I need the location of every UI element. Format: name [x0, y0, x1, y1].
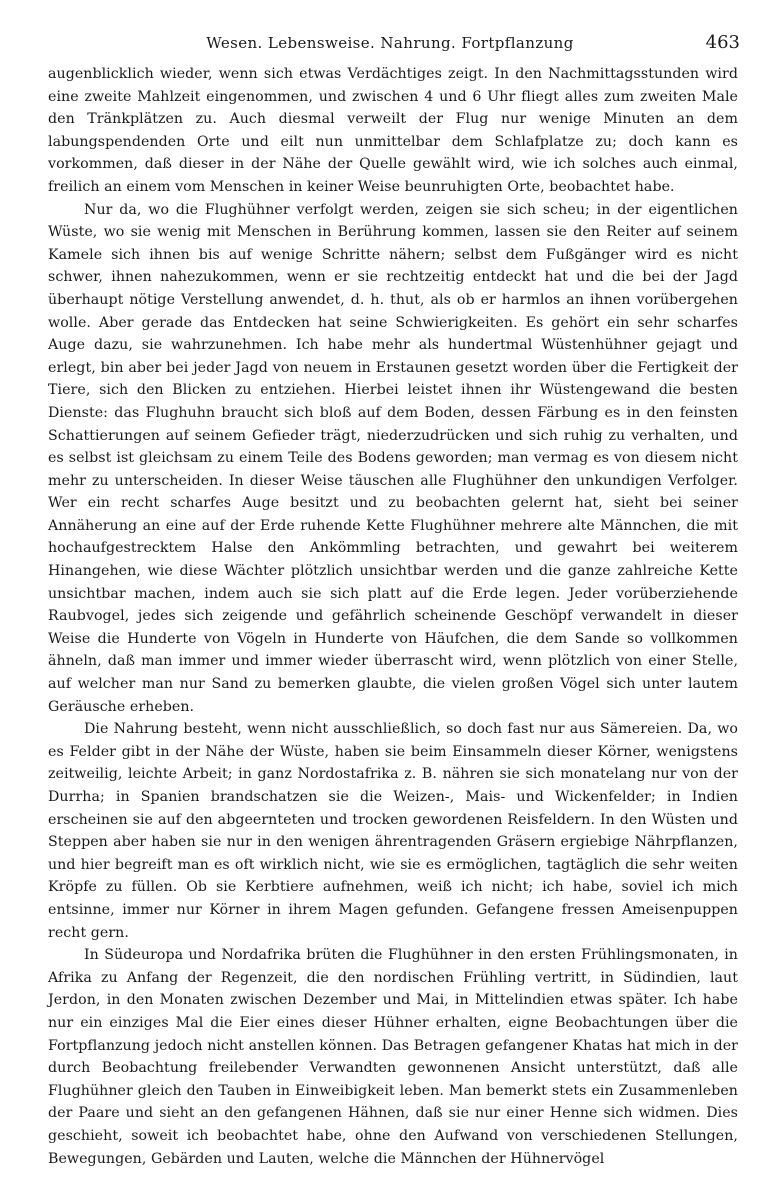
- paragraph-food: Die Nahrung besteht, wenn nicht ausschließlich, so doch fast nur aus Sämereien. Da, wo es Felder gibt in der Nähe der Wüste, haben sie beim Einsammeln dieser Körner, wenigstens zeitweilig, leichte Arbeit; in ganz Nordostafrika z. B. nähren sie sich monatelang nur von der Durrha; in Spanien brandschatzen sie die Weizen-, Mais- und Wickenfelder; in Indien erscheinen sie auf den abgeernteten und trocken gewordenen Reisfeldern. In den Wüsten und Steppen aber haben sie nur in den wenigen ährentragenden Gräsern ergiebige Nährpflanzen, und hier begreift man es oft wirklich nicht, wie sie es ermöglichen, tagtäglich die sehr weiten Kröpfe zu füllen. Ob sie Kerbtiere aufnehmen, weiß ich nicht; ich habe, soviel ich mich entsinne, immer nur Körner in ihrem Magen gefunden. Gefangene fressen Ameisenpuppen recht gern.: [48, 721, 738, 941]
- running-head: [40, 30, 740, 60]
- page-number: 463: [705, 32, 740, 53]
- running-head-title: Wesen. Lebensweise. Nahrung. Fortpflanzung: [206, 34, 574, 52]
- body-text: [48, 63, 738, 1170]
- paragraph-breeding: In Südeuropa und Nordafrika brüten die Flughühner in den ersten Frühlingsmonaten, in Afrika zu Anfang der Regenzeit, die den nordischen Frühling vertritt, in Südindien, laut Jerdon, in den Monaten zwischen Dezember und Mai, in Mittelindien etwas später. Ich habe nur ein einziges Mal die Eier eines dieser Hühner erhalten, eigne Beobachtungen über die Fortpflanzung jedoch nicht anstellen können. Das Betragen gefangener Khatas hat mich in der durch Beobachtung freilebender Verwandten gewonnenen Ansicht unterstützt, daß alle Flughühner gleich den Tauben in Einweibigkeit leben. Man bemerkt stets ein Zusammenleben der Paare und sieht an den gefangenen Hähnen, daß sie nur einer Henne sich widmen. Dies geschieht, soweit ich beobachtet habe, ohne den Aufwand von verschiedenen Stellungen, Bewegungen, Gebärden und Lauten, welche die Männchen der Hühnervögel: [48, 947, 738, 1167]
- paragraph-continuation: augenblicklich wieder, wenn sich etwas Verdächtiges zeigt. In den Nachmittagsstunden wird eine zweite Mahlzeit eingenommen, und zwischen 4 und 6 Uhr fliegt alles zum zweiten Male den Tränkplätzen zu. Auch diesmal verweilt der Flug nur wenige Minuten an dem labungspendenden Orte und eilt nun unmittelbar dem Schlafplatze zu; doch kann es vorkommen, daß dieser in der Nähe der Quelle gewählt wird, wie ich solches auch einmal, freilich an einem vom Menschen in keiner Weise beunruhigten Orte, beobachtet habe.: [48, 66, 738, 195]
- paragraph-behavior: Nur da, wo die Flughühner verfolgt werden, zeigen sie sich scheu; in der eigentlichen Wüste, wo sie wenig mit Menschen in Berührung kommen, lassen sie den Reiter auf seinem Kamele sich ihnen bis auf wenige Schritte nähern; selbst dem Fußgänger wird es nicht schwer, ihnen nahezukommen, wenn er sie rechtzeitig entdeckt hat und die bei der Jagd überhaupt nötige Verstellung anwendet, d. h. thut, als ob er harmlos an ihnen vorübergehen wolle. Aber gerade das Entdecken hat seine Schwierigkeiten. Es gehört ein sehr scharfes Auge dazu, sie wahrzunehmen. Ich habe mehr als hundertmal Wüstenhühner gejagt und erlegt, bin aber bei jeder Jagd von neuem in Erstaunen gesetzt worden über die Fertigkeit der Tiere, sich den Blicken zu entziehen. Hierbei leistet ihnen ihr Wüstengewand die besten Dienste: das Flughuhn braucht sich bloß auf dem Boden, dessen Färbung es in den feinsten Schattierungen auf seinem Gefieder trägt, niederzudrücken und sich ruhig zu verhalten, und es selbst ist gleichsam zu einem Teile des Bodens geworden; man vermag es von diesem nicht mehr zu unterscheiden. In dieser Weise täuschen alle Flughühner den unkundigen Verfolger. Wer ein recht scharfes Auge besitzt und zu beobachten gelernt hat, sieht bei seiner Annäherung an eine auf der Erde ruhende Kette Flughühner mehrere alte Männchen, die mit hochaufgestrecktem Halse den Ankömmling betrachten, und gewahrt bei weiterem Hinangehen, wie diese Wächter plötzlich unsichtbar werden und die ganze zahlreiche Kette unsichtbar machen, indem auch sie sich platt auf die Erde legen. Jeder vorüberziehende Raubvogel, jedes sich zeigende und gefährlich scheinende Geschöpf verwandelt in dieser Weise die Hunderte von Vögeln in Hunderte von Häufchen, die dem Sande so vollkommen ähneln, daß man immer und immer wieder überrascht wird, wenn plötzlich von einer Stelle, auf welcher man nur Sand zu bemerken glaubte, die vielen großen Vögel sich unter lautem Geräusche erheben.: [48, 201, 738, 715]
